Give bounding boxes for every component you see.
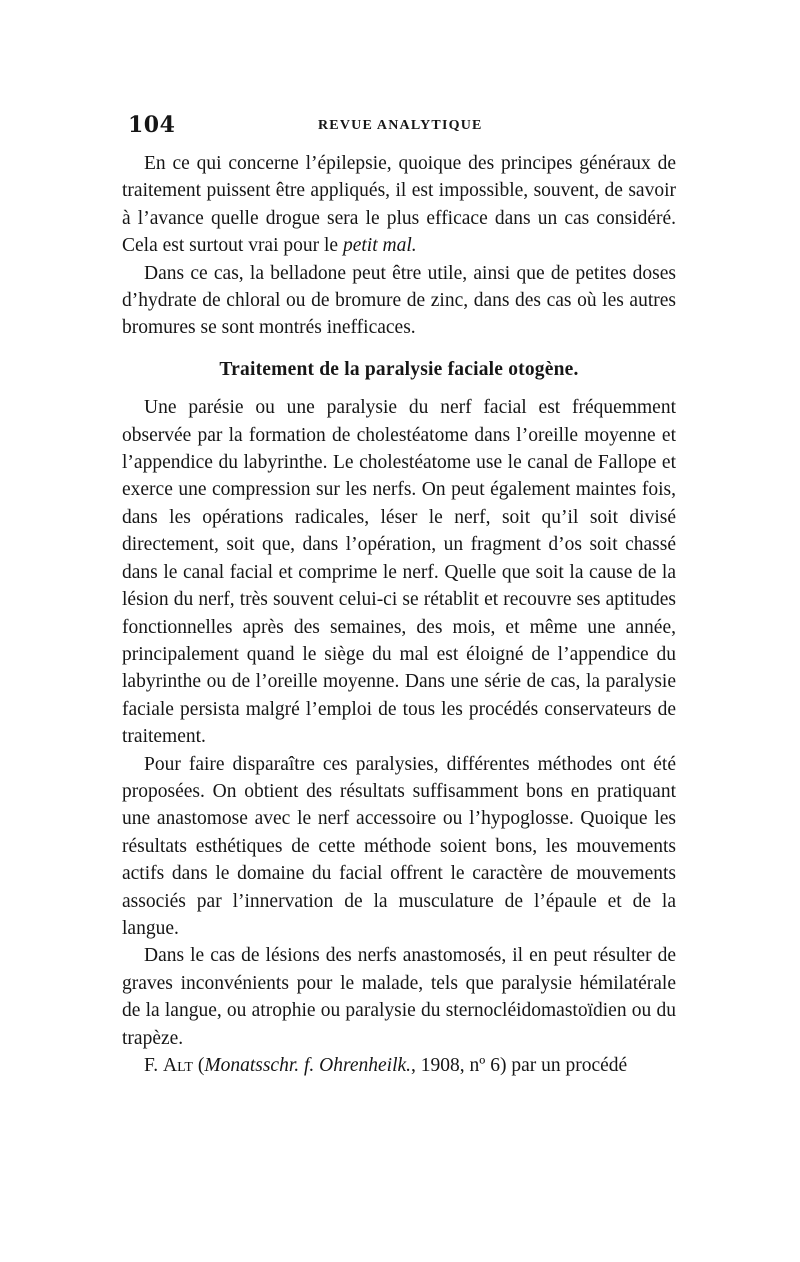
page-header [128,112,676,140]
paragraph-methodes: Pour faire disparaître ces paralysies, différentes méthodes ont été proposées. On obtient des résultats suffisamment bons en pratiquant une anastomose avec le nerf accessoire ou l’hypoglosse. Quoique les résultats esthétiques de cette méthode soient bons, les mouvements actifs dans le domaine du facial offrent le caractère de mouvements associés par l’innervation de la musculature de l’épaule et de la langue. [122,753,676,939]
paragraph-epilepsy [122,150,676,260]
author-name: Alt [163,1055,193,1076]
body-text [122,150,676,1079]
paragraph-epilepsy-text: En ce qui concerne l’épilepsie, quoique des principes généraux de traitement puissent être appliqués, il est impossible, souvent, de savoir à l’avance quelle drogue sera le plus efficace dans un cas considéré. Cela est surtout vrai pour le [122,153,676,257]
continuation-text: par un procédé [506,1055,628,1076]
open-paren: ( [197,1055,205,1076]
page-number: 104 [128,112,176,138]
journal-title: Monatsschr. f. Ohrenheilk. [204,1055,412,1076]
paragraph-lesions: Dans le cas de lésions des nerfs anastomosés, il en peut résulter de graves inconvénients pour le malade, tels que paralysie hémilatérale de la langue, ou atrophie ou paralysie du sternocléidomastoïdien ou du trapèze. [122,945,676,1049]
section-heading: Traitement de la paralysie faciale otogène. [219,358,579,380]
author-initial: F. [144,1055,159,1076]
paragraph-belladone: Dans ce cas, la belladone peut être utile, ainsi que de petites doses d’hydrate de chloral ou de bromure de zinc, dans des cas où les autres bromures se sont montrés inefficaces. [122,262,676,339]
paragraph-alt [122,1052,676,1079]
running-title: REVUE ANALYTIQUE [318,118,483,133]
italic-term: petit mal. [342,235,417,257]
paragraph-paresie: Une parésie ou une paralysie du nerf facial est fréquemment observée par la formation de cholestéatome dans l’oreille moyenne et l’appendice du labyrinthe. Le cholestéatome use le canal de Fallope et exerce une compression sur les nerfs. On peut également maintes fois, dans les opérations radicales, léser le nerf, soit qu’il soit divisé directement, soit que, dans l’opération, un fragment d’os soit chassé dans le canal facial et comprime le nerf. Quelle que soit la cause de la lésion du nerf, très souvent celui-ci se rétablit et recouvre ses aptitudes fonctionnelles après des semaines, des mois, et même une année, principalement quand le siège du mal est éloigné de l’appendice du labyrinthe ou de l’oreille moyenne. Dans une série de cas, la paralysie faciale persista malgré l’emploi de tous les procédés conservateurs de traitement. [122,397,676,748]
citation: , 1908, nº 6) [411,1055,507,1076]
